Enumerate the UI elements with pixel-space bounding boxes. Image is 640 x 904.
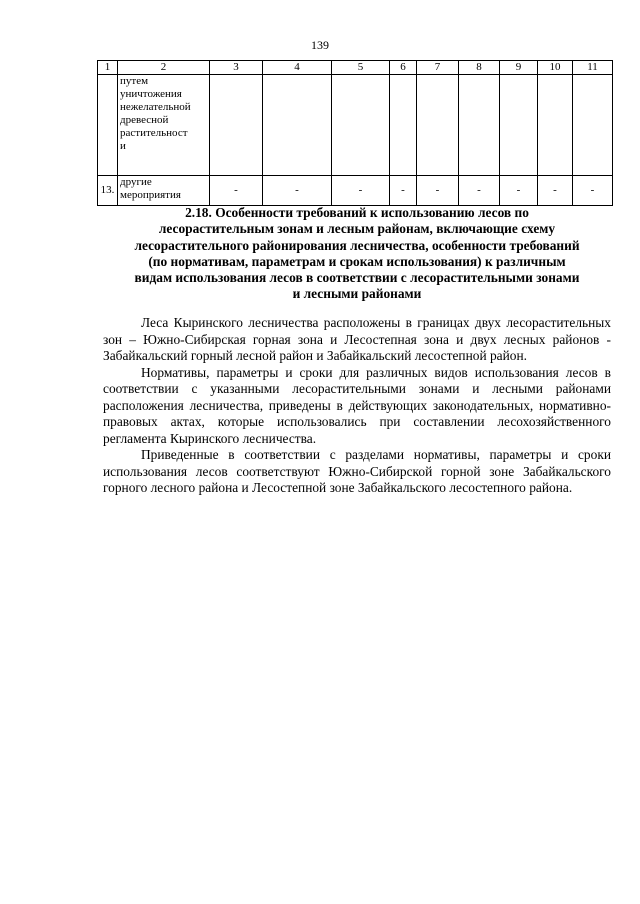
value-cell xyxy=(210,75,263,176)
table-header-cell: 8 xyxy=(459,61,500,75)
measure-label-line: другие xyxy=(120,176,152,188)
value-cell xyxy=(390,75,417,176)
section-title xyxy=(103,205,611,303)
table-header-cell: 4 xyxy=(263,61,332,75)
value-cell xyxy=(263,75,332,176)
value-cell: - xyxy=(538,176,573,206)
table-header-cell: 6 xyxy=(390,61,417,75)
section-title-line: и лесными районами xyxy=(292,286,422,302)
value-cell: - xyxy=(573,176,613,206)
measure-label-line: мероприятия xyxy=(120,189,181,201)
section-title-line: лесорастительного районирования лесничества, особенности требований xyxy=(134,237,580,253)
measures-table xyxy=(97,60,613,206)
table-header-cell: 10 xyxy=(538,61,573,75)
value-cell: - xyxy=(263,176,332,206)
table-header-row xyxy=(98,61,613,75)
value-cell: - xyxy=(332,176,390,206)
section-title-line: видам использования лесов в соответствии с лесорастительными зонами xyxy=(134,270,580,286)
value-cell xyxy=(332,75,390,176)
measure-label-line: уничтожения xyxy=(120,88,182,100)
table-header-cell: 11 xyxy=(573,61,613,75)
value-cell xyxy=(500,75,538,176)
table-header-cell: 9 xyxy=(500,61,538,75)
section-title-line: лесорастительным зонам и лесным районам, включающие схему xyxy=(158,221,556,237)
value-cell xyxy=(573,75,613,176)
section-body xyxy=(103,315,611,497)
table-row xyxy=(98,176,613,206)
value-cell: - xyxy=(459,176,500,206)
table-header-cell: 3 xyxy=(210,61,263,75)
measure-label-line: растительност xyxy=(120,127,188,139)
section-title-line: 2.18. Особенности требований к использованию лесов по xyxy=(185,205,529,220)
value-cell: - xyxy=(417,176,459,206)
table-header-cell: 5 xyxy=(332,61,390,75)
measure-label-line: нежелательной xyxy=(120,101,191,113)
value-cell: - xyxy=(390,176,417,206)
value-cell xyxy=(459,75,500,176)
table-header-cell: 2 xyxy=(118,61,210,75)
measure-label-cell xyxy=(118,176,210,206)
table-header-cell: 1 xyxy=(98,61,118,75)
value-cell: - xyxy=(500,176,538,206)
row-number-cell: 13. xyxy=(98,176,118,206)
measure-label-line: древесной xyxy=(120,114,169,126)
measure-label-line: путем xyxy=(120,75,149,87)
measure-label-line: и xyxy=(120,140,126,152)
section-title-line: (по нормативам, параметрам и срокам использования) к различным xyxy=(148,253,566,269)
paragraph: Нормативы, параметры и сроки для различных видов использования лесов в соответствии с указанными лесорастительными зонами и лесными районами расположения лесничества, приведены в действующих законодательных, нормативно-правовых актах, которые использовались при составлении лесохозяйственного регламента Кыринского лесничества. xyxy=(103,364,611,446)
value-cell: - xyxy=(210,176,263,206)
page-number: 139 xyxy=(311,38,329,52)
paragraph: Леса Кыринского лесничества расположены в границах двух лесорастительных зон – Южно-Сибирская горная зона и Лесостепная зона и двух лесных районов - Забайкальский горный лесной район и Забайкальский лесостепной район. xyxy=(103,315,611,363)
value-cell xyxy=(417,75,459,176)
table-header-cell: 7 xyxy=(417,61,459,75)
measure-label-cell xyxy=(118,75,210,176)
paragraph: Приведенные в соответствии с разделами нормативы, параметры и сроки использования лесов соответствуют Южно-Сибирской горной зоне Забайкальского горного лесного района и Лесостепной зоне Забайкальского лесостепного района. xyxy=(103,447,611,495)
row-number-cell xyxy=(98,75,118,176)
table-row xyxy=(98,75,613,176)
value-cell xyxy=(538,75,573,176)
